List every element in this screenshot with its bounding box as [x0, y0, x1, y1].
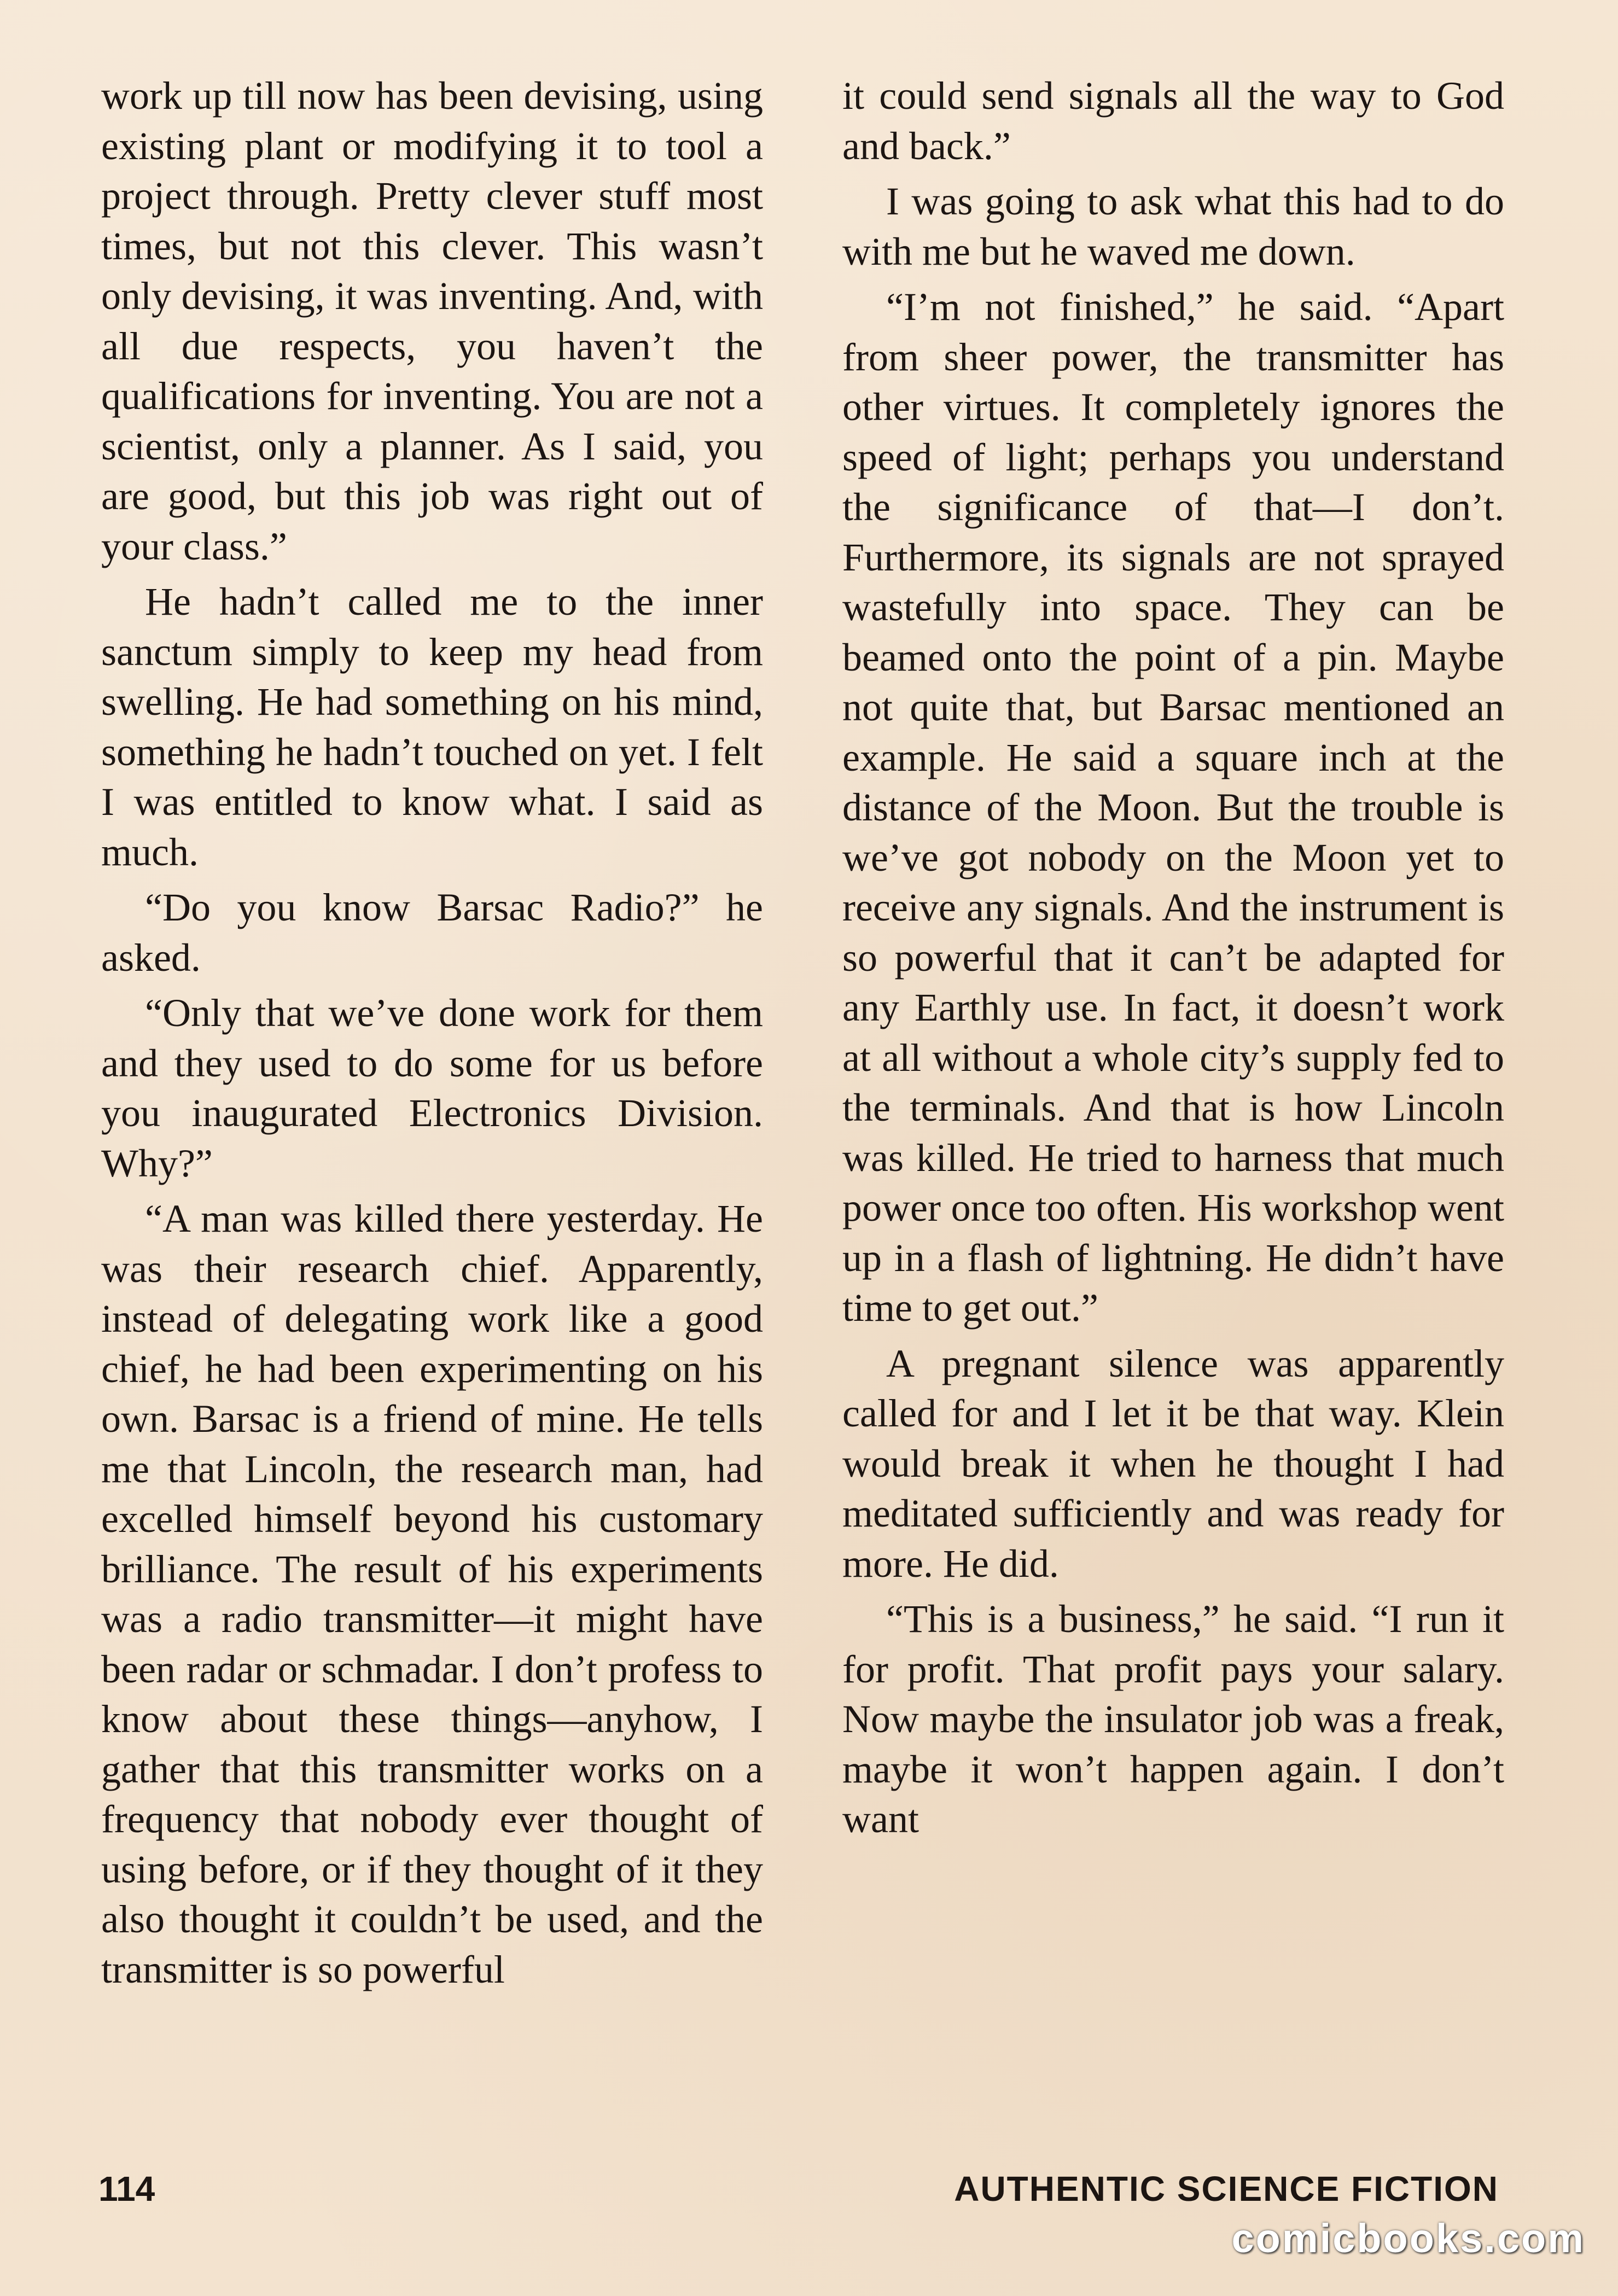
paragraph: “A man was killed there yesterday. He was their research chief. Apparently, instead of delegating work like a good chief, he had been experimenting on his own. Barsac is a friend of mine. He tells me that Lincoln, the research man, had excelled himself beyond his customary brilliance. The result of his experiments was a radio transmitter—it might have been radar or schmadar. I don’t profess to know about these things—anyhow, I gather that this transmitter works on a frequency that nobody ever thought of using before, or if they thought of it they also thought it couldn’t be used, and the transmitter is so powerful [101, 1197, 763, 1991]
paragraph: He hadn’t called me to the inner sanctum simply to keep my head from swelling. He had something on his mind, something he hadn’t touched on yet. I felt I was entitled to know what. I said as much. [101, 580, 763, 874]
page-number: 114 [98, 2169, 155, 2208]
running-title: AUTHENTIC SCIENCE FICTION [954, 2169, 1499, 2208]
left-text-column [101, 71, 763, 2000]
paragraph: I was going to ask what this had to do with me but he waved me down. [842, 179, 1504, 273]
paragraph: A pregnant silence was apparently called for and I let it be that way. Klein would break it when he thought I had meditated sufficiently and was ready for more. He did. [842, 1341, 1504, 1586]
page-footer [98, 2169, 1499, 2218]
watermark: comicbooks.com [1231, 2216, 1585, 2261]
right-text-column [842, 71, 1504, 1850]
paragraph: it could send signals all the way to God and back.” [842, 74, 1504, 168]
paragraph: “This is a business,” he said. “I run it for profit. That profit pays your salary. Now maybe the insulator job was a freak, maybe it won’t happen again. I don’t want [842, 1597, 1504, 1841]
paragraph: “I’m not finished,” he said. “Apart from sheer power, the transmitter has other virtues. It completely ignores the speed of light; perhaps you understand the significance of that—I don’t. Furthermore, its signals are not sprayed wastefully into space. They can be beamed onto the point of a pin. Maybe not quite that, but Barsac mentioned an example. He said a square inch at the distance of the Moon. But the trouble is we’ve got nobody on the Moon yet to receive any signals. And the instrument is so powerful that it can’t be adapted for any Earthly use. In fact, it doesn’t work at all without a whole city’s supply fed to the terminals. And that is how Lincoln was killed. He tried to harness that much power once too often. His workshop went up in a flash of lightning. He didn’t have time to get out.” [842, 285, 1504, 1330]
paragraph: work up till now has been devising, using existing plant or modifying it to tool a project through. Pretty clever stuff most times, but not this clever. This wasn’t only devising, it was inventing. And, with all due respects, you haven’t the qualifications for inventing. You are not a scientist, only a planner. As I said, you are good, but this job was right out of your class.” [101, 74, 763, 568]
paragraph: “Do you know Barsac Radio?” he asked. [101, 885, 763, 980]
paragraph: “Only that we’ve done work for them and they used to do some for us before you inaugurated Electronics Division. Why?” [101, 991, 763, 1185]
